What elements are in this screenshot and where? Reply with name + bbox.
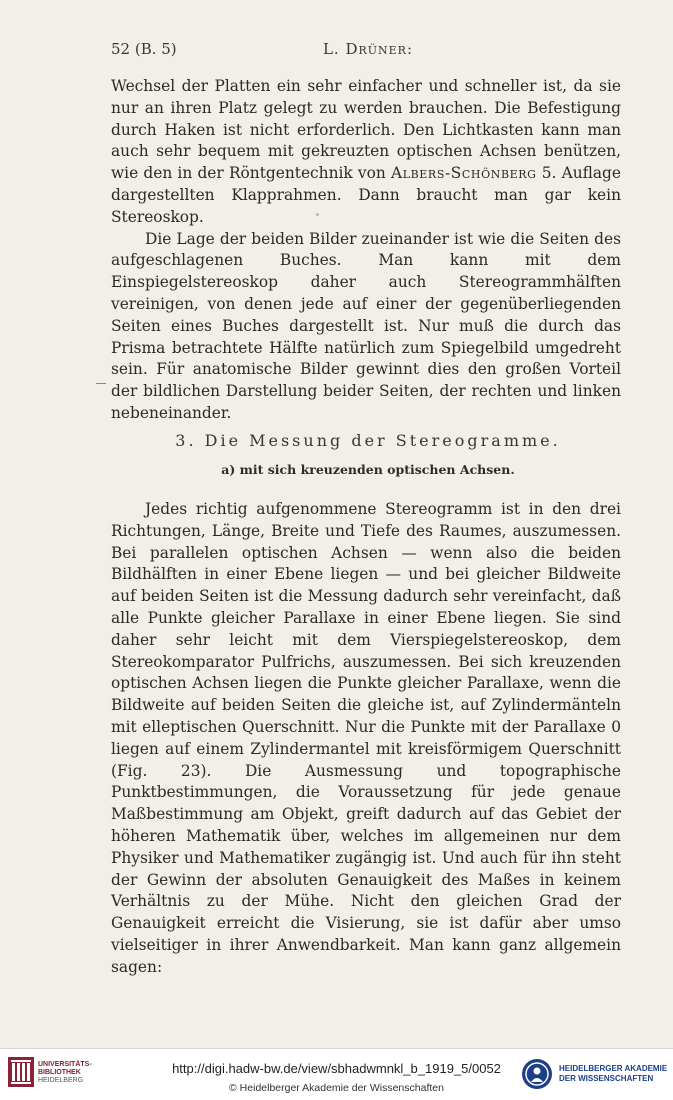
academy-seal-icon (521, 1058, 553, 1090)
page-reference: 52 (B. 5) (111, 40, 177, 58)
text-block-bottom (111, 499, 621, 979)
academy-name[interactable]: HEIDELBERGER AKADEMIE DER WISSENSCHAFTEN (559, 1064, 668, 1083)
paragraph-book-pages: Die Lage der beiden Bilder zueinander ist wie die Seiten des aufgeschlagenen Buches. Man kann mit dem Einspiegelstereoskop daher auch Stereogrammhälften vereinigen, von denen jede auf einer der gegenüberliegenden Seiten eines Buches dargestellt ist. Nur muß die durch das Prisma betrachtete Hälfte natürlich zum Spiegelbild umgedreht sein. Für anatomische Bilder gewinnt dies den großen Vorteil der bildlichen Darstellung beider Seiten, der rechten und linken nebeneinander. (111, 229, 621, 422)
section-heading: 3. Die Messung der Stereogramme. (175, 431, 561, 450)
subsection-heading: a) mit sich kreuzenden optischen Achsen. (221, 462, 515, 477)
margin-mark (96, 383, 106, 384)
running-author: L. Drüner: (322, 40, 414, 58)
running-header (111, 40, 625, 62)
paragraph-continuation: Wechsel der Platten ein sehr einfacher und schneller ist, da sie nur an ihren Platz gelegt zu werden brauchen. Die Befestigung durch Haken ist nicht erforderlich. Den Lichtkasten kann man auch sehr bequem mit gekreuzten optischen Achsen benützen, wie den in der Röntgentechnik von Albers-Schönberg 5. Auflage dargestellten Klapprahmen. Dann braucht man gar kein Stereoskop. (111, 77, 622, 226)
permalink-url[interactable]: http://digi.hadw-bw.de/view/sbhadwmnkl_b_1919_5/0052 (172, 1061, 501, 1076)
paragraph-measurement: Jedes richtig aufgenommene Stereogramm ist in den drei Richtungen, Länge, Breite und Tiefe des Raumes, auszumessen. Bei parallelen optischen Achsen — wenn also die beiden Bildhälften in einer Ebene liegen — und bei gleicher Bildweite auf beiden Seiten ist die Messung dadurch sehr vereinfacht, daß alle Punkte gleicher Parallaxe in einer Ebene liegen. Sie sind daher sehr leicht mit dem Vierspiegelstereoskop, dem Stereokomparator Pulfrichs, auszumessen. Bei sich kreuzenden optischen Achsen liegen die Punkte gleicher Parallaxe, wenn die Bildweite auf beiden Seiten die gleiche ist, auf Zylindermänteln mit elleptischen Querschnitt. Nur die Punkte mit der Parallaxe 0 liegen auf einem Zylindermantel mit kreisförmigem Querschnitt (Fig. 23). Die Ausmessung und topographische Punktbestimmungen, die Voraussetzung für jede genaue Maßbestimmung am Objekt, greift dadurch auf das Gebiet der höheren Mathematik über, welches im allgemeinen nur dem Physiker und Mathematiker zugängig ist. Und auch für ihn steht der Gewinn der absoluten Genauigkeit des Maßes in keinem Verhältnis zu der Mühe. Nicht den gleichen Grad der Genauigkeit erreicht die Visierung, sie ist dafür aber umso vielseitiger in ihrer Anwendbarkeit. Man kann ganz allgemein sagen: (111, 500, 621, 976)
copyright-notice: © Heidelberger Akademie der Wissenschaften (229, 1082, 444, 1094)
author-name-albers-schoenberg: Albers-Schönberg (391, 164, 537, 183)
university-library-name: UNIVERSITÄTS- BIBLIOTHEK HEIDELBERG (38, 1061, 92, 1084)
text-block-top (111, 76, 621, 425)
viewer-footer (0, 1048, 673, 1100)
